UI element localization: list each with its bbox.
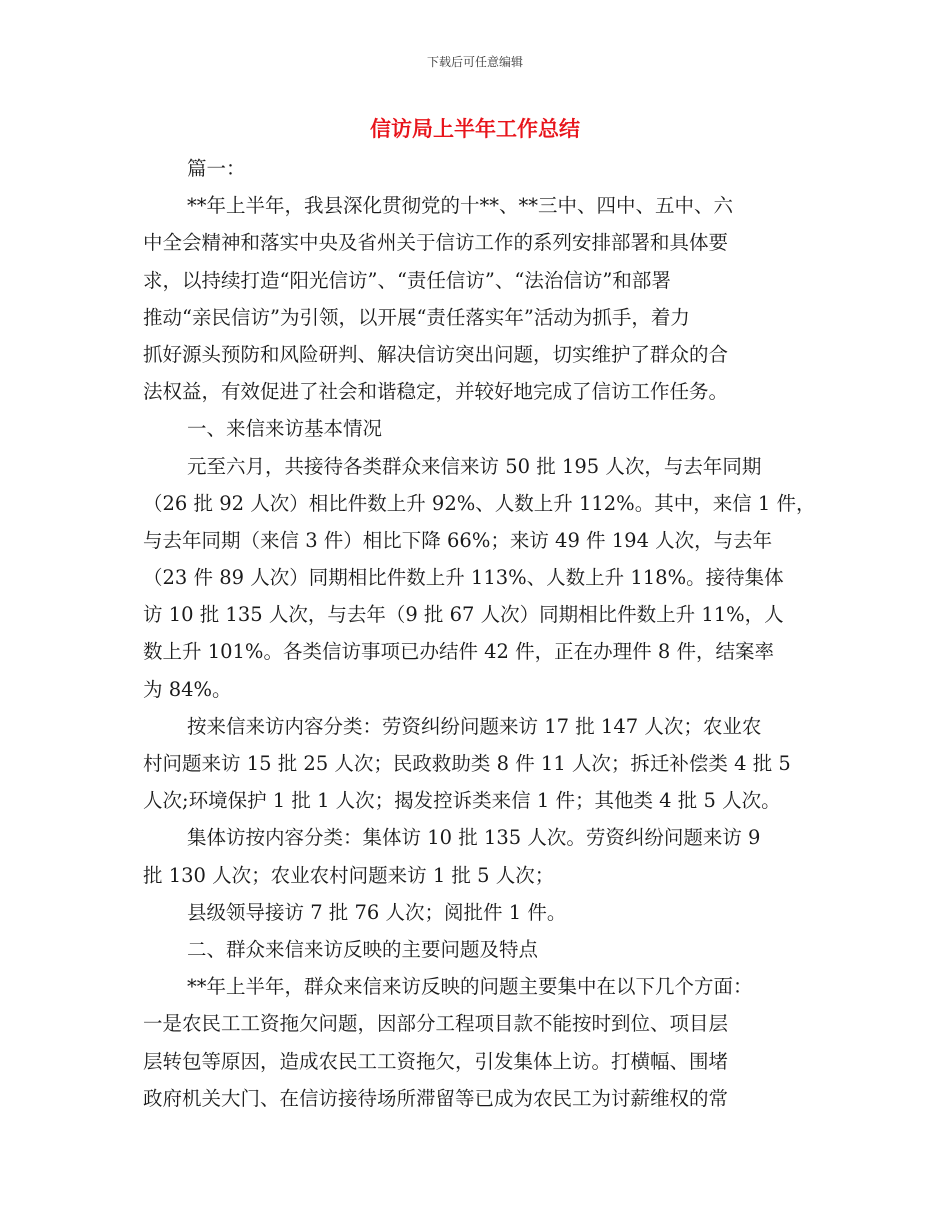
text-line: 一是农民工工资拖欠问题，因部分工程项目款不能按时到位、项目层 — [143, 1012, 729, 1036]
text-line: 求，以持续打造“阳光信访”、“责任信访”、“法治信访”和部署 — [143, 268, 671, 292]
text-line: 批 130 人次；农业农村问题来访 1 批 5 人次； — [143, 863, 555, 887]
text-line: 村问题来访 15 批 25 人次；民政救助类 8 件 11 人次；拆迁补偿类 4 批 5 — [143, 752, 791, 775]
text-line: 按来信来访内容分类：劳资纠纷问题来访 17 批 147 人次；农业农 — [187, 714, 762, 738]
text-line: 人次;环境保护 1 批 1 人次；揭发控诉类来信 1 件；其他类 4 批 5 人次。 — [143, 789, 781, 813]
document-body — [143, 150, 816, 1117]
document-title: 信访局上半年工作总结 — [370, 117, 580, 141]
text-line: **年上半年，我县深化贯彻党的十**、**三中、四中、五中、六 — [187, 194, 734, 218]
text-line: 中全会精神和落实中央及省州关于信访工作的系列安排部署和具体要 — [143, 231, 729, 255]
text-line: 层转包等原因，造成农民工工资拖欠，引发集体上访。打横幅、围堵 — [143, 1049, 729, 1073]
text-line: 一、来信来访基本情况 — [187, 417, 383, 441]
text-line: 篇一： — [187, 157, 246, 180]
text-line: 元至六月，共接待各类群众来信来访 50 批 195 人次，与去年同期 — [187, 454, 762, 478]
text-line: 县级领导接访 7 批 76 人次；阅批件 1 件。 — [187, 900, 567, 924]
text-line: 访 10 批 135 人次，与去年（9 批 67 人次）同期相比件数上升 11%，人 — [143, 603, 784, 627]
text-line: 与去年同期（来信 3 件）相比下降 66%；来访 49 件 194 人次，与去年 — [143, 528, 773, 552]
text-line: （23 件 89 人次）同期相比件数上升 113%、人数上升 118%。接待集体 — [143, 566, 784, 590]
text-line: 法权益，有效促进了社会和谐稳定，并较好地完成了信访工作任务。 — [143, 380, 729, 404]
text-line: **年上半年，群众来信来访反映的问题主要集中在以下几个方面： — [187, 975, 753, 999]
text-line: 抓好源头预防和风险研判、解决信访突出问题，切实维护了群众的合 — [143, 342, 729, 366]
header-note: 下载后可任意编辑 — [426, 55, 523, 69]
text-line: 推动“亲民信访”为引领，以开展“责任落实年”活动为抓手，着力 — [143, 305, 690, 329]
text-line: 政府机关大门、在信访接待场所滞留等已成为农民工为讨薪维权的常 — [143, 1086, 729, 1110]
text-line: 集体访按内容分类：集体访 10 批 135 人次。劳资纠纷问题来访 9 — [187, 826, 761, 850]
text-line: 二、群众来信来访反映的主要问题及特点 — [187, 937, 539, 961]
text-line: 数上升 101%。各类信访事项已办结件 42 件，正在办理件 8 件，结案率 — [143, 640, 774, 664]
text-line: 为 84%。 — [143, 677, 232, 701]
text-line: （26 批 92 人次）相比件数上升 92%、人数上升 112%。其中，来信 1 件， — [143, 491, 816, 515]
